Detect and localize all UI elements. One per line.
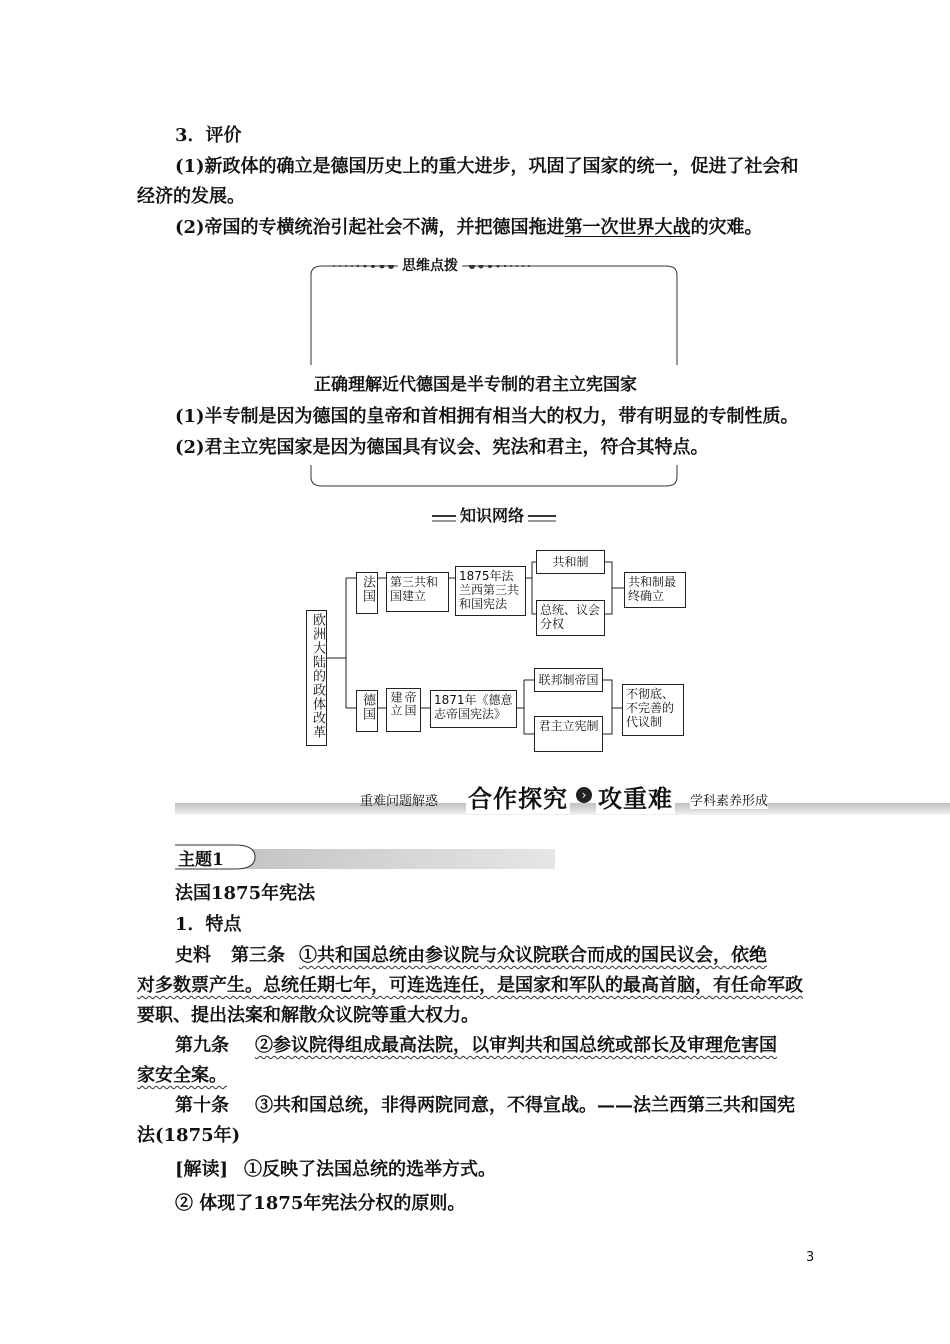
topic-sub: 1．特点 — [175, 914, 242, 935]
source2-text2: 家安全案。 — [137, 1065, 227, 1086]
think-box-heading: 正确理解近代德国是半专制的君主立宪国家 — [314, 375, 637, 395]
network-france-branch-b: 总统、议会分权 — [536, 600, 605, 636]
network-root: 欧洲大陆的政体改革 — [306, 610, 327, 746]
source1-line3: 要职、提出法案和解散众议院等重大权力。 — [137, 1005, 479, 1026]
source2-text1: ②参议院得组成最高法院，以审判共和国总统或部长及审理危害国 — [255, 1035, 777, 1056]
network-germany-branch-b: 君主立宪制 — [534, 716, 603, 752]
think-box-line2: (2)君主立宪国家是因为德国具有议会、宪法和君主，符合其特点。 — [175, 437, 709, 458]
banner-middle-b: 攻重难 — [596, 779, 675, 814]
evaluation-p1-line2: 经济的发展。 — [137, 186, 245, 207]
topic-title: 法国1875年宪法 — [175, 883, 316, 904]
source3-line2: 法(1875年) — [137, 1125, 241, 1146]
knowledge-network-title: 知识网络 — [456, 505, 528, 527]
source2-line1 — [175, 1031, 777, 1061]
source2-line2 — [137, 1061, 227, 1091]
banner-middle-a: 合作探究 — [466, 779, 570, 814]
banner-arrow-icon: › — [576, 787, 592, 803]
evaluation-p1-line1: (1)新政体的确立是德国历史上的重大进步，巩固了国家的统一，促进了社会和 — [175, 156, 799, 177]
source1-text2: 对多数票产生。总统任期七年，可连选连任，是国家和军队的最高首脑，有任命军政 — [137, 975, 803, 996]
evaluation-heading: 3．评价 — [175, 125, 242, 146]
evaluation-p2-underlined: 第一次世界大战 — [564, 217, 691, 238]
source3-line1 — [175, 1091, 795, 1121]
banner-left-text: 重难问题解惑 — [360, 794, 439, 809]
interpretation-text1: ①反映了法国总统的选举方式。 — [244, 1159, 497, 1180]
source-label: 史料 — [175, 945, 211, 966]
think-box-line1: (1)半专制是因为德国的皇帝和首相拥有相当大的权力，带有明显的专制性质。 — [175, 406, 799, 427]
interpretation-line1 — [175, 1155, 496, 1185]
network-germany-branch-a: 联邦制帝国 — [534, 668, 603, 692]
network-france: 法国 — [356, 572, 378, 614]
source1-line2 — [137, 971, 803, 1001]
source1-article: 第三条 — [231, 945, 285, 966]
network-germany: 德国 — [356, 690, 378, 732]
interpretation-line2: ② 体现了1875年宪法分权的原则。 — [175, 1193, 466, 1214]
source3-article: 第十条 — [175, 1095, 229, 1116]
network-france-result: 共和制最终确立 — [624, 572, 686, 608]
banner-right-text: 学科素养形成 — [690, 790, 768, 809]
network-france-step2: 1875年法兰西第三共和国宪法 — [455, 566, 526, 616]
interpretation-label: [解读] — [175, 1159, 229, 1180]
evaluation-p2-after: 的灾难。 — [690, 217, 763, 238]
evaluation-p2-before: (2)帝国的专横统治引起社会不满，并把德国拖进 — [175, 217, 565, 238]
source3-text1: ③共和国总统，非得两院同意，不得宣战。——法兰西第三共和国宪 — [255, 1095, 795, 1116]
evaluation-p2 — [175, 213, 763, 243]
network-france-branch-a: 共和制 — [536, 550, 605, 574]
page-number: 3 — [806, 1250, 815, 1265]
source1-text1: ①共和国总统由参议院与众议院联合而成的国民议会，依绝 — [299, 945, 767, 966]
source2-article: 第九条 — [175, 1035, 229, 1056]
network-france-step1: 第三共和国建立 — [386, 572, 449, 612]
network-germany-result: 不彻底、不完善的代议制 — [622, 684, 684, 736]
topic-label: 主题1 — [178, 850, 224, 870]
source1-line1 — [175, 941, 767, 971]
network-germany-step1: 帝国建立 — [386, 688, 421, 732]
think-box-title: 思维点拨 — [398, 255, 462, 275]
network-germany-step2: 1871年《德意志帝国宪法》 — [430, 690, 517, 728]
